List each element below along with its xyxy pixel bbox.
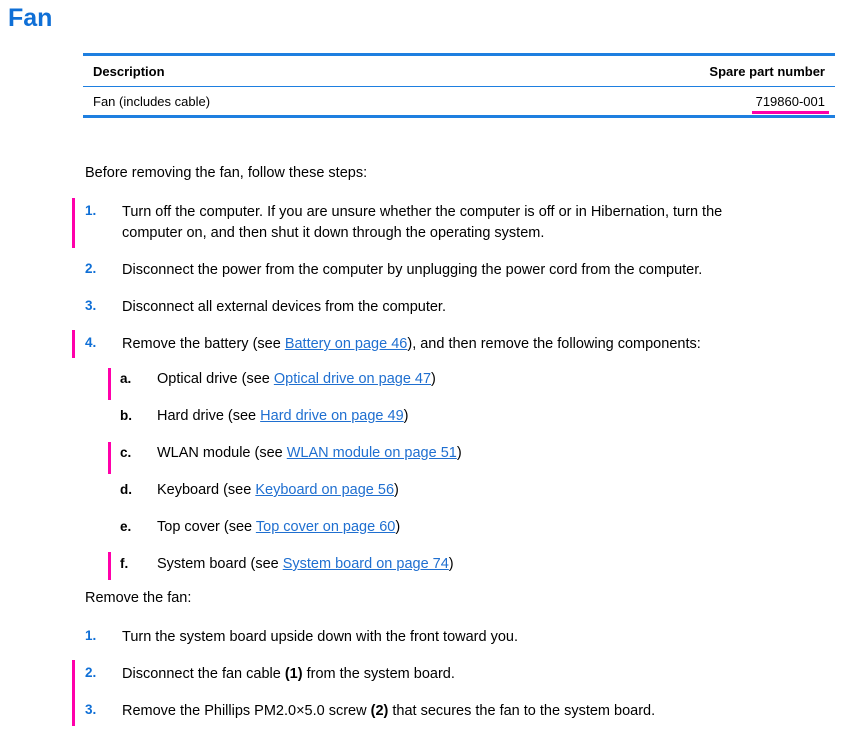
list-item: [85, 627, 785, 648]
change-bar: [72, 330, 75, 358]
list-item: [120, 556, 780, 572]
remove-fan-intro: Remove the fan:: [85, 590, 192, 606]
list-item: [120, 408, 780, 424]
list-item: [120, 371, 780, 387]
step-text: Turn the system board upside down with the front toward you.: [122, 629, 519, 645]
substep-text-before: WLAN module (see: [157, 445, 287, 461]
link-top-cover[interactable]: Top cover on page 60: [255, 519, 396, 535]
list-item: [85, 297, 785, 318]
page-title: Fan: [8, 4, 53, 32]
list-item: [120, 519, 780, 535]
substep-text-before: Keyboard (see: [157, 482, 256, 498]
substep-text: [157, 408, 409, 424]
change-bar: [108, 368, 111, 400]
step-text: Disconnect the power from the computer by unplugging the power cord from the computer.: [122, 262, 703, 278]
step-number: 1.: [85, 203, 97, 218]
step-text-after: from the system board.: [302, 666, 455, 682]
column-header-spare-part-number: Spare part number: [709, 63, 825, 79]
substep-text-before: Hard drive (see: [157, 408, 261, 424]
link-hard-drive[interactable]: Hard drive on page 49: [260, 408, 404, 424]
list-item: [85, 202, 785, 244]
list-item: [85, 664, 785, 685]
column-header-description: Description: [93, 63, 165, 79]
link-optical-drive[interactable]: Optical drive on page 47: [273, 371, 432, 387]
list-item: [120, 482, 780, 498]
link-keyboard[interactable]: Keyboard on page 56: [255, 482, 395, 498]
step-number: 2.: [85, 665, 97, 680]
substep-text-after: ): [456, 445, 462, 461]
step-text: Turn off the computer. If you are unsure whether the computer is off or in Hibernation, turn the computer on, and then shut it down through the operating system.: [122, 204, 723, 242]
step-text-before: Disconnect the fan cable: [122, 666, 285, 682]
callout-reference: (1): [284, 666, 303, 682]
substep-letter: f.: [120, 556, 129, 571]
table-row: [83, 87, 835, 115]
before-removing-intro: Before removing the fan, follow these steps:: [85, 165, 368, 181]
change-bar: [108, 442, 111, 474]
link-system-board[interactable]: System board on page 74: [282, 556, 449, 572]
step-number: 2.: [85, 261, 97, 276]
step-text-after: that secures the fan to the system board.: [388, 703, 656, 719]
step-number: 3.: [85, 298, 97, 313]
change-bar: [108, 552, 111, 580]
list-item: [85, 701, 785, 722]
list-item: [85, 260, 785, 281]
step-number: 4.: [85, 335, 97, 350]
callout-reference: (2): [370, 703, 389, 719]
list-item: [85, 334, 785, 355]
substep-text: [157, 482, 399, 498]
list-item: [120, 445, 780, 461]
substep-text-before: System board (see: [157, 556, 283, 572]
substep-letter: e.: [120, 519, 132, 534]
change-bar: [72, 198, 75, 248]
step-text: [122, 664, 455, 685]
substep-text-before: Top cover (see: [157, 519, 256, 535]
change-bar: [72, 660, 75, 726]
table-bottom-rule: [83, 115, 835, 118]
step-text-after: ), and then remove the following components:: [407, 336, 701, 352]
step-number: 3.: [85, 702, 97, 717]
substep-letter: b.: [120, 408, 132, 423]
substep-letter: d.: [120, 482, 132, 497]
step-number: 1.: [85, 628, 97, 643]
substep-text-after: ): [448, 556, 454, 572]
cell-description: Fan (includes cable): [93, 93, 211, 109]
substep-letter: a.: [120, 371, 132, 386]
substep-letter: c.: [120, 445, 132, 460]
substep-text-after: ): [403, 408, 409, 424]
substep-text: [157, 445, 462, 461]
cell-spare-part-number: 719860-001: [755, 93, 825, 109]
link-wlan-module[interactable]: WLAN module on page 51: [286, 445, 457, 461]
substep-text-after: ): [394, 482, 399, 498]
substep-text-after: ): [395, 519, 401, 535]
substep-text-after: ): [431, 371, 436, 387]
link-battery[interactable]: Battery on page 46: [284, 336, 408, 352]
substep-text: [157, 556, 454, 572]
step-text-before: Remove the battery (see: [122, 336, 285, 352]
substep-text: [157, 371, 436, 387]
spare-parts-table: [83, 53, 835, 118]
substep-text: [157, 519, 400, 535]
substep-text-before: Optical drive (see: [157, 371, 274, 387]
table-header-row: [83, 56, 835, 86]
step-text-before: Remove the Phillips PM2.0×5.0 screw: [122, 703, 371, 719]
step-text: Disconnect all external devices from the computer.: [122, 299, 446, 315]
step-text: [122, 701, 655, 722]
step-text: [122, 334, 701, 355]
